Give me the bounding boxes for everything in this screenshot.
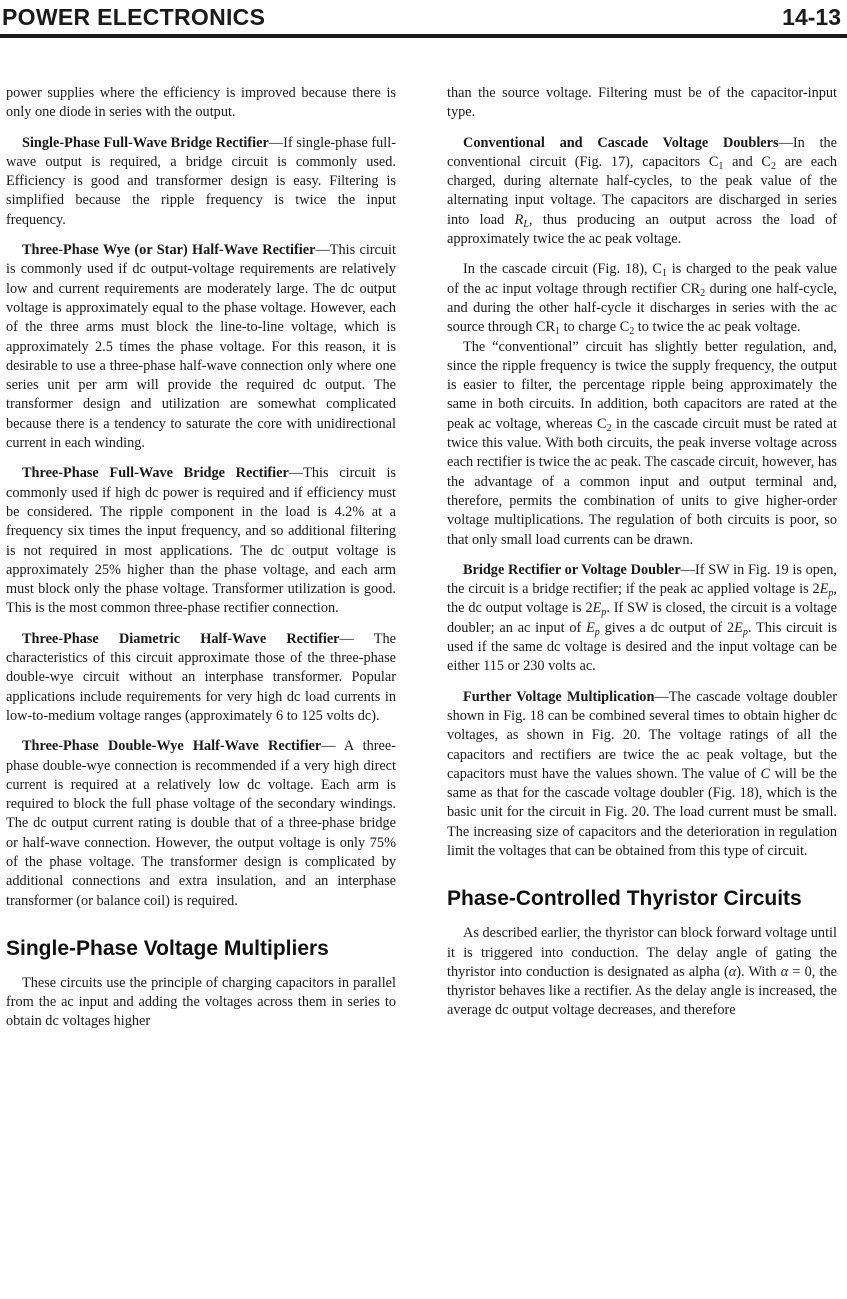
paragraph: Three-Phase Diametric Half-Wave Rectifier— The characteristics of this circuit approximate those of the three-phase double-wye circuit without an interphase transformer. Popular applications include requirements for very high dc load currents in low-to-medium voltage ranges (approximately 6 to 125 volts dc).: [6, 630, 396, 724]
right-column: [447, 84, 837, 1021]
section-heading: Single-Phase Voltage Multipliers: [6, 936, 329, 960]
section-heading: Phase-Controlled Thyristor Circuits: [447, 887, 802, 911]
run-in-heading: Three-Phase Diametric Half-Wave Rectifier: [22, 630, 340, 647]
run-in-heading: Three-Phase Full-Wave Bridge Rectifier: [22, 465, 289, 482]
run-in-heading: Further Voltage Multiplication: [463, 688, 655, 705]
run-in-heading: Bridge Rectifier or Voltage Doubler: [463, 561, 681, 578]
page-number: 14-13: [782, 4, 841, 30]
run-in-heading: Conventional and Cascade Voltage Doublers: [463, 134, 779, 151]
header-rule: [0, 34, 847, 38]
paragraph: Three-Phase Full-Wave Bridge Rectifier—This circuit is commonly used if high dc power is required and if efficiency must be considered. The ripple component in the load is 4.2% at a frequency six times the input frequency, and so additional filtering is not required in most applications. The dc output voltage is approximately 25% higher than the phase voltage, and each arm must block only the phase voltage. Transformer utilization is good. This is the most common three-phase rectifier connection.: [6, 465, 396, 617]
paragraph: Three-Phase Wye (or Star) Half-Wave Rectifier—This circuit is commonly used if dc output-voltage requirements are relatively low and current requirements are moderately large. The dc output voltage is approximately equal to the phase voltage. However, each of the three arms must block the line-to-line voltage, which is approximately 2.5 times the phase voltage. For this reason, it is desirable to use a three-phase half-wave connection only where one series unit per arm will provide the required dc output. The transformer design and utilization are somewhat complicated because there is a tendency to saturate the core with unidirectional current in each winding.: [6, 242, 396, 452]
paragraph: Conventional and Cascade Voltage Doublers—In the conventional circuit (Fig. 17), capacitors $C_1$ and $C_2$ are each charged, during alternate half-cycles, to the peak value of the alternating input voltage. The capacitors are discharged in series into load $R_L$, thus producing an output across the load of approximately twice the ac peak voltage.: [447, 134, 837, 248]
paragraph: Bridge Rectifier or Voltage Doubler—If SW in Fig. 19 is open, the circuit is a bridge rectifier; if the peak ac applied voltage is $2E_p$, the dc output voltage is $2E_p$. If SW is closed, the circuit is a voltage doubler; an ac input of $E_p$ gives a dc output of $2E_p$. This circuit is used if the same dc voltage is desired and the input voltage can be either 115 or 230 volts ac.: [447, 561, 838, 675]
run-in-heading: Three-Phase Wye (or Star) Half-Wave Rectifier: [22, 242, 316, 259]
paragraph: than the source voltage. Filtering must be of the capacitor-input type.: [447, 85, 837, 121]
run-in-heading: Single-Phase Full-Wave Bridge Rectifier: [22, 134, 269, 151]
left-column: [6, 84, 396, 1032]
paragraph: These circuits use the principle of charging capacitors in parallel from the ac input and adding the voltages across them in series to obtain dc voltages higher: [6, 974, 396, 1030]
paragraph: Further Voltage Multiplication—The cascade voltage doubler shown in Fig. 18 can be combined several times to obtain higher dc voltages, as shown in Fig. 20. The voltage ratings of all the capacitors and rectifiers are twice the ac peak voltage, but the capacitors must have the values shown. The value of C will be the same as that for the cascade voltage doubler (Fig. 18), which is the basic unit for the circuit in Fig. 20. The load current must be small. The increasing size of capacitors and the deterioration in regulation limit the voltages that can be obtained from this type of circuit.: [447, 688, 837, 859]
paragraph: power supplies where the efficiency is improved because there is only one diode in series with the output.: [6, 85, 396, 121]
running-title: POWER ELECTRONICS: [2, 4, 266, 30]
paragraph: In the cascade circuit (Fig. 18), $C_1$ is charged to the peak value of the ac input voltage through rectifier $CR_2$ during one half-cycle, and during the other half-cycle it discharges in series with the ac source through $CR_1$ to charge $C_2$ to twice the ac peak voltage.: [447, 261, 837, 338]
paragraph: As described earlier, the thyristor can block forward voltage until it is triggered into conduction. The delay angle of gating the thyristor into conduction is designated as alpha (α). With α = 0, the thyristor behaves like a rectifier. As the delay angle is increased, the average dc output voltage decreases, and therefore: [447, 925, 837, 1019]
paragraph: Three-Phase Double-Wye Half-Wave Rectifier— A three-phase double-wye connection is recommended if a very high direct current is required at a relatively low dc voltage. Each arm is required to block the full phase voltage of the secondary windings. The dc output current rating is double that of a three-phase bridge or half-wave connection. However, the output voltage is only 75% of the phase voltage. The transformer design is complicated by additional connections and extra insulation, and an interphase transformer (or balance coil) is required.: [6, 738, 396, 909]
paragraph: The “conventional” circuit has slightly better regulation, and, since the ripple frequency is twice the supply frequency, the output is easier to filter, the percentage ripple being approximately the same in both circuits. In addition, both capacitors are rated at the peak ac voltage, whereas $C_2$ in the cascade circuit must be rated at twice this value. With both circuits, the peak inverse voltage across each rectifier is twice the ac peak. The cascade circuit, however, has the advantage of a common input and output terminal and, therefore, permits the combination of units to give higher-order voltage multiplications. The regulation of both circuits is poor, so that only small load currents can be drawn.: [447, 338, 837, 548]
paragraph: Single-Phase Full-Wave Bridge Rectifier—If single-phase full-wave output is required, a bridge circuit is commonly used. Efficiency is good and transformer design is easy. Filtering is simplified because the ripple frequency is twice the input frequency.: [6, 134, 396, 228]
run-in-heading: Three-Phase Double-Wye Half-Wave Rectifier: [22, 738, 322, 755]
